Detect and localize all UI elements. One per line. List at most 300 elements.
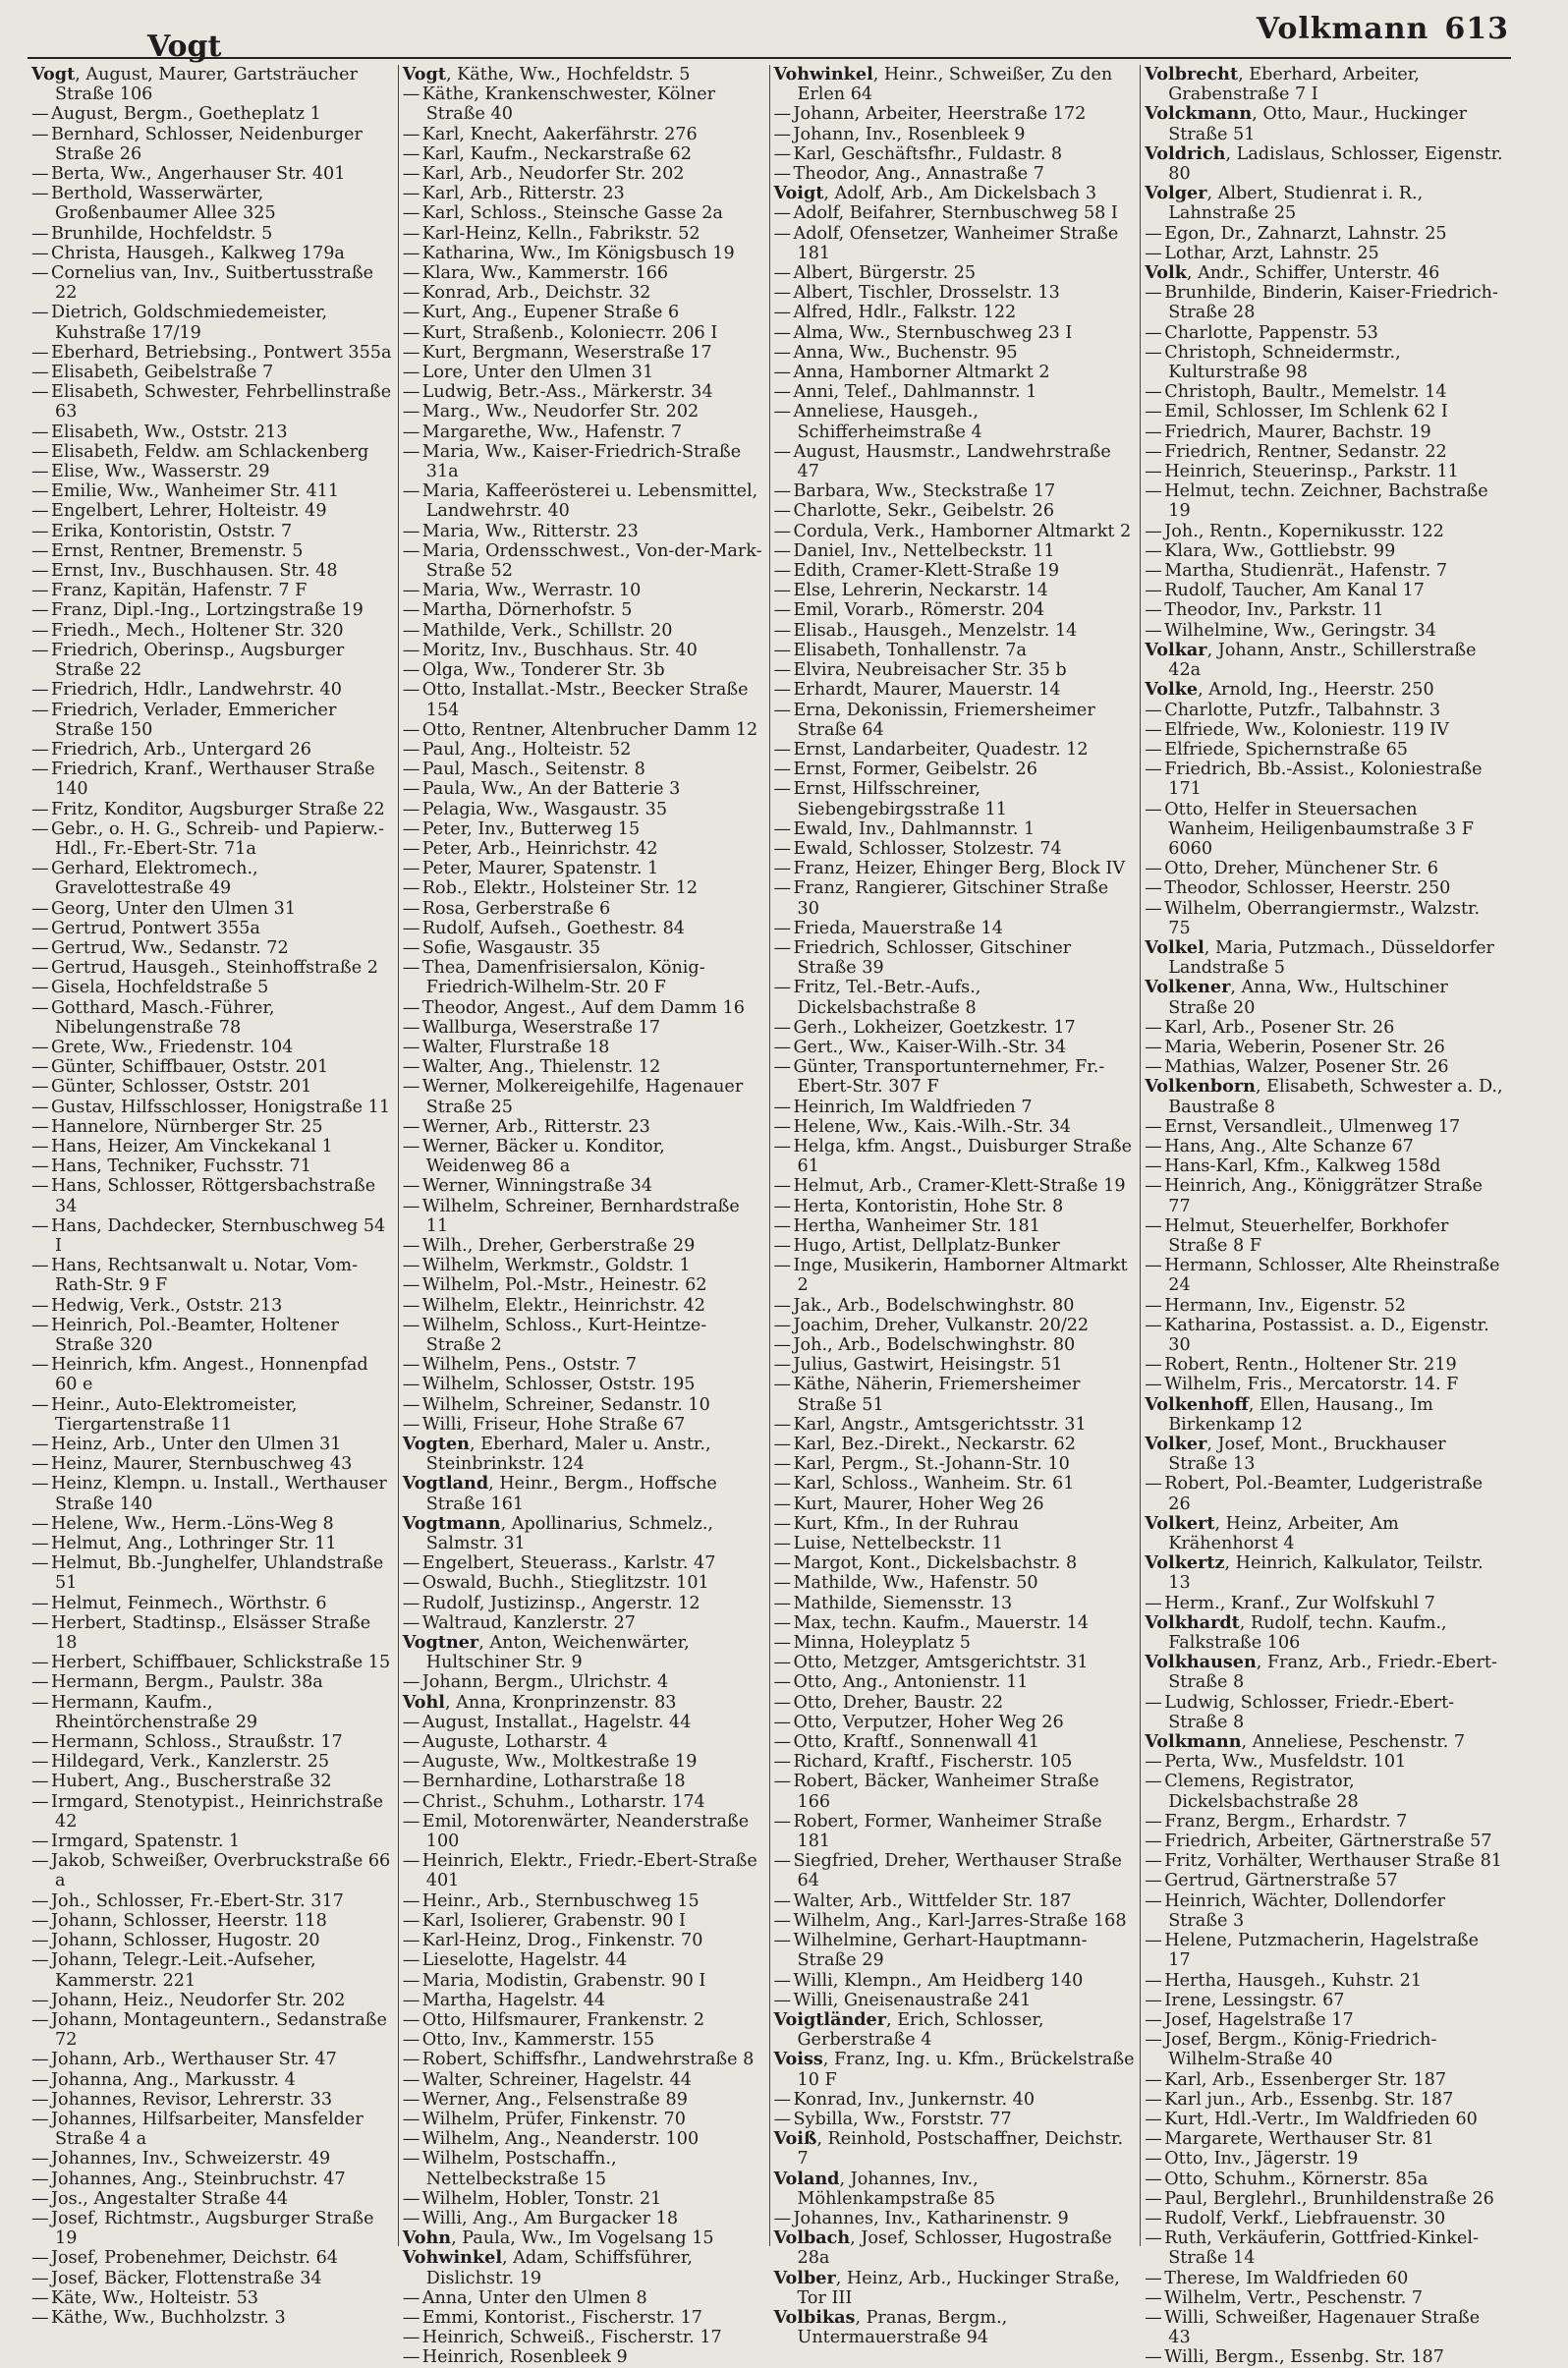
entry-text: Fritz, Vorhälter, Werthauser Straße 81 bbox=[1164, 1851, 1503, 1872]
entry-text: , Johann, Anstr., Schillerstraße 42a bbox=[1168, 640, 1477, 681]
directory-entry bbox=[31, 621, 393, 641]
continuation-dash: — bbox=[402, 2188, 420, 2209]
continuation-dash: — bbox=[773, 838, 792, 859]
entry-text: Werner, Molkereigehilfe, Hagenauer Straße 25 bbox=[421, 1077, 744, 1117]
directory-entry bbox=[31, 363, 393, 382]
surname-heading: Volckmann bbox=[1145, 103, 1253, 125]
continuation-dash: — bbox=[1145, 1851, 1162, 1872]
directory-entry bbox=[403, 1911, 764, 1931]
running-head-right bbox=[1257, 12, 1509, 46]
directory-entry bbox=[403, 1057, 764, 1077]
continuation-dash: — bbox=[773, 1037, 792, 1057]
surname-heading: Voiss bbox=[773, 2049, 823, 2070]
entry-text: Luise, Nettelbeckstr. 11 bbox=[793, 1534, 1004, 1554]
directory-entry bbox=[31, 919, 393, 938]
continuation-dash: — bbox=[31, 1435, 49, 1455]
continuation-dash: — bbox=[1145, 739, 1162, 760]
continuation-dash: — bbox=[402, 1593, 420, 1613]
entry-text: Cordula, Verk., Hamborner Altmarkt 2 bbox=[793, 521, 1132, 541]
directory-entry bbox=[774, 263, 1136, 283]
directory-entry bbox=[403, 144, 764, 164]
continuation-dash: — bbox=[31, 1394, 49, 1415]
entry-text: , Heinz, Arbeiter, Am Krähenhorst 4 bbox=[1168, 1513, 1399, 1554]
continuation-dash: — bbox=[773, 937, 792, 958]
continuation-dash: — bbox=[1145, 462, 1162, 482]
continuation-dash: — bbox=[773, 1553, 792, 1574]
entry-text: August, Installat., Hagelstr. 44 bbox=[421, 1712, 692, 1732]
continuation-dash: — bbox=[31, 958, 49, 979]
entry-text: Hildegard, Verk., Kanzlerstr. 25 bbox=[51, 1752, 330, 1773]
entry-text: Ruth, Verkäuferin, Gottfried-Kinkel-Straße 14 bbox=[1164, 2228, 1479, 2269]
entry-text: Peter, Inv., Butterweg 15 bbox=[421, 818, 641, 839]
entry-text: Otto, Ang., Antonienstr. 11 bbox=[793, 1672, 1029, 1693]
directory-entry bbox=[403, 859, 764, 878]
directory-entry bbox=[774, 2170, 1136, 2209]
directory-entry bbox=[31, 1851, 393, 1890]
entry-text: Pelagia, Ww., Wasgaustr. 35 bbox=[421, 799, 668, 819]
continuation-dash: — bbox=[31, 1832, 49, 1852]
continuation-dash: — bbox=[402, 1176, 420, 1197]
continuation-dash: — bbox=[1145, 540, 1162, 561]
directory-entry bbox=[403, 1752, 764, 1772]
continuation-dash: — bbox=[31, 2188, 49, 2209]
directory-entry bbox=[774, 938, 1136, 978]
entry-text: Hans, Schlosser, Röttgersbachstraße 34 bbox=[51, 1176, 376, 1216]
entry-text: Käte, Ww., Holteistr. 53 bbox=[51, 2287, 258, 2308]
directory-entry bbox=[403, 481, 764, 521]
continuation-dash: — bbox=[31, 1097, 49, 1117]
entry-text: Wilhelm, Elektr., Heinrichstr. 42 bbox=[421, 1295, 705, 1316]
entry-text: Elfriede, Ww., Koloniestr. 119 IV bbox=[1164, 719, 1449, 740]
entry-text: Ludwig, Schlosser, Friedr.-Ebert-Straße 8 bbox=[1164, 1692, 1455, 1732]
entry-text: Sybilla, Ww., Forststr. 77 bbox=[793, 2109, 1012, 2129]
entry-text: Gustav, Hilfsschlosser, Honigstraße 11 bbox=[51, 1097, 391, 1117]
entry-text: Clemens, Registrator, Dickelsbachstraße 28 bbox=[1164, 1772, 1359, 1812]
continuation-dash: — bbox=[1145, 2129, 1162, 2150]
directory-entry bbox=[774, 1653, 1136, 1672]
directory-entry bbox=[1145, 1077, 1506, 1116]
continuation-dash: — bbox=[402, 1811, 420, 1832]
entry-text: Willi, Friseur, Hohe Straße 67 bbox=[421, 1414, 686, 1435]
directory-entry bbox=[1145, 1395, 1506, 1435]
directory-entry bbox=[774, 919, 1136, 938]
entry-text: Josef, Probenehmer, Deichstr. 64 bbox=[51, 2248, 338, 2269]
continuation-dash: — bbox=[1145, 581, 1162, 601]
continuation-dash: — bbox=[402, 1752, 420, 1773]
entry-text: Margarethe, Ww., Hafenstr. 7 bbox=[421, 422, 683, 442]
entry-text: Karl, Arb., Neudorfer Str. 202 bbox=[421, 164, 685, 185]
entry-text: Wilhelm, Pol.-Mstr., Heinestr. 62 bbox=[421, 1275, 707, 1296]
continuation-dash: — bbox=[31, 363, 49, 383]
continuation-dash: — bbox=[402, 1116, 420, 1137]
entry-text: Alfred, Hdlr., Falkstr. 122 bbox=[793, 303, 1017, 323]
directory-entry bbox=[31, 1038, 393, 1057]
entry-text: Franz, Bergm., Erhardstr. 7 bbox=[1164, 1811, 1408, 1832]
entry-text: Martha, Studienrät., Hafenstr. 7 bbox=[1164, 561, 1448, 582]
directory-entry bbox=[1145, 1613, 1506, 1653]
entry-text: Johann, Arb., Werthauser Str. 47 bbox=[51, 2050, 337, 2070]
entry-text: Erika, Kontoristin, Oststr. 7 bbox=[51, 521, 293, 541]
continuation-dash: — bbox=[31, 521, 49, 541]
directory-entry bbox=[31, 1832, 393, 1851]
entry-text: Heinr., Arb., Sternbuschweg 15 bbox=[421, 1890, 700, 1911]
continuation-dash: — bbox=[402, 760, 420, 780]
entry-text: Emil, Schlosser, Im Schlenk 62 I bbox=[1164, 402, 1448, 423]
running-head-left: Vogt bbox=[147, 29, 222, 64]
directory-entry bbox=[774, 1296, 1136, 1316]
continuation-dash: — bbox=[31, 2208, 49, 2228]
entry-text: August, Hausmstr., Landwehrstraße 47 bbox=[793, 441, 1111, 482]
continuation-dash: — bbox=[31, 2248, 49, 2269]
entry-text: Maria, Ordensschwest., Von-der-Mark-Straße 52 bbox=[421, 540, 762, 582]
entry-text: Helene, Ww., Kais.-Wilh.-Str. 34 bbox=[793, 1116, 1071, 1137]
continuation-dash: — bbox=[31, 1653, 49, 1673]
continuation-dash: — bbox=[1145, 1772, 1162, 1792]
continuation-dash: — bbox=[773, 1375, 792, 1395]
entry-text: , Arnold, Ing., Heerstr. 250 bbox=[1198, 680, 1434, 701]
entry-text: Theodor, Angest., Auf dem Damm 16 bbox=[421, 997, 745, 1018]
entry-text: Gerh., Lokheizer, Goetzkestr. 17 bbox=[793, 1017, 1076, 1038]
directory-entry bbox=[403, 919, 764, 938]
entry-text: Helmut, Ang., Lothringer Str. 11 bbox=[51, 1534, 337, 1554]
directory-entry bbox=[403, 839, 764, 859]
continuation-dash: — bbox=[31, 1553, 49, 1574]
entry-text: Otto, Installat.-Mstr., Beecker Straße 154 bbox=[421, 680, 749, 720]
entry-text: Karl, Knecht, Aakerfährstr. 276 bbox=[421, 124, 698, 144]
surname-heading: Vohwinkel bbox=[773, 64, 873, 85]
directory-entry bbox=[31, 2209, 393, 2248]
entry-text: Grete, Ww., Friedenstr. 104 bbox=[51, 1037, 294, 1057]
entry-text: Emilie, Ww., Wanheimer Str. 411 bbox=[51, 481, 340, 502]
continuation-dash: — bbox=[31, 997, 49, 1018]
continuation-dash: — bbox=[402, 124, 420, 144]
continuation-dash: — bbox=[402, 382, 420, 403]
continuation-dash: — bbox=[1145, 243, 1162, 263]
continuation-dash: — bbox=[773, 739, 792, 760]
continuation-dash: — bbox=[402, 1990, 420, 2010]
directory-entry bbox=[31, 501, 393, 521]
continuation-dash: — bbox=[402, 342, 420, 363]
directory-entry bbox=[403, 1931, 764, 1950]
directory-entry bbox=[403, 1594, 764, 1613]
continuation-dash: — bbox=[31, 978, 49, 998]
entry-text: Richard, Kraftf., Fischerstr. 105 bbox=[793, 1752, 1073, 1773]
continuation-dash: — bbox=[1145, 402, 1162, 423]
surname-heading: Voland bbox=[773, 2168, 840, 2189]
entry-text: Wilhelm, Schlosser, Oststr. 195 bbox=[421, 1375, 696, 1395]
entry-text: Karl, Arb., Essenberger Str. 187 bbox=[1164, 2069, 1447, 2090]
directory-entry bbox=[403, 1971, 764, 1991]
surname-heading: Volbikas bbox=[773, 2306, 856, 2328]
entry-text: Josef, Richtmstr., Augsburger Straße 19 bbox=[51, 2208, 374, 2249]
entry-text: Karl, Pergm., St.-Johann-Str. 10 bbox=[793, 1454, 1070, 1475]
directory-entry bbox=[31, 1395, 393, 1435]
entry-text: Heinrich, Rosenbleek 9 bbox=[421, 2347, 628, 2368]
entry-text: Bernhardine, Lotharstraße 18 bbox=[421, 1772, 686, 1792]
continuation-dash: — bbox=[31, 1037, 49, 1057]
continuation-dash: — bbox=[402, 1553, 420, 1574]
continuation-dash: — bbox=[1145, 1990, 1162, 2010]
directory-entry bbox=[403, 184, 764, 203]
continuation-dash: — bbox=[402, 363, 420, 383]
entry-text: Robert, Pol.-Beamter, Ludgeristraße 26 bbox=[1164, 1474, 1484, 1514]
entry-text: Johannes, Ang., Steinbruchstr. 47 bbox=[51, 2169, 346, 2189]
continuation-dash: — bbox=[31, 937, 49, 958]
directory-entry bbox=[403, 720, 764, 740]
continuation-dash: — bbox=[773, 1990, 792, 2010]
directory-entry bbox=[774, 878, 1136, 918]
directory-entry bbox=[774, 1534, 1136, 1553]
directory-entry bbox=[774, 442, 1136, 481]
entry-text: Eberhard, Betriebsing., Pontwert 355a bbox=[51, 342, 392, 363]
continuation-dash: — bbox=[1145, 2109, 1162, 2129]
continuation-dash: — bbox=[773, 521, 792, 541]
entry-text: , Heinr., Schweißer, Zu den Erlen 64 bbox=[797, 65, 1113, 105]
entry-text: Katharina, Postassist. a. D., Eigenstr. 30 bbox=[1164, 1315, 1489, 1355]
surname-heading: Vogten bbox=[402, 1434, 470, 1455]
entry-text: Hans, Dachdecker, Sternbuschweg 54 I bbox=[51, 1215, 386, 1256]
entry-text: , Elisabeth, Schwester a. D., Baustraße 8 bbox=[1168, 1077, 1503, 1117]
directory-entry bbox=[1145, 65, 1506, 104]
surname-heading: Voigtländer bbox=[773, 2008, 887, 2030]
entry-text: Mathias, Walzer, Posener Str. 26 bbox=[1164, 1057, 1449, 1078]
directory-entry bbox=[1145, 1435, 1506, 1474]
directory-entry bbox=[774, 779, 1136, 818]
directory-entry bbox=[1145, 1553, 1506, 1593]
entry-text: Charlotte, Sekr., Geibelstr. 26 bbox=[793, 501, 1055, 522]
entry-text: Helmut, techn. Zeichner, Bachstraße 19 bbox=[1164, 481, 1488, 522]
continuation-dash: — bbox=[31, 441, 49, 462]
directory-entry bbox=[774, 323, 1136, 343]
entry-text: Gebr., o. H. G., Schreib- und Papierw.-Hdl., Fr.-Ebert-Str. 71a bbox=[51, 818, 384, 859]
entry-text: , Josef, Schlosser, Hugostraße 28a bbox=[797, 2228, 1112, 2269]
directory-entry bbox=[31, 561, 393, 581]
continuation-dash: — bbox=[402, 2287, 420, 2308]
continuation-dash: — bbox=[773, 600, 792, 621]
entry-text: , Otto, Maur., Huckinger Straße 51 bbox=[1168, 104, 1468, 144]
directory-entry bbox=[774, 1057, 1136, 1097]
entry-text: Engelbert, Lehrer, Holteistr. 49 bbox=[51, 501, 327, 522]
entry-text: Dietrich, Goldschmiedemeister, Kuhstraße 17/19 bbox=[51, 303, 328, 343]
directory-entry bbox=[403, 1038, 764, 1057]
directory-entry bbox=[31, 65, 393, 104]
entry-text: Werner, Bäcker u. Konditor, Weidenweg 86 a bbox=[421, 1136, 665, 1177]
directory-entry bbox=[31, 938, 393, 958]
directory-entry bbox=[1145, 541, 1506, 561]
entry-text: Wilhelm, Schreiner, Sedanstr. 10 bbox=[421, 1394, 710, 1415]
continuation-dash: — bbox=[773, 1176, 792, 1197]
directory-entry bbox=[774, 641, 1136, 660]
directory-entry bbox=[31, 1216, 393, 1256]
directory-entry bbox=[403, 125, 764, 144]
directory-entry bbox=[31, 244, 393, 263]
continuation-dash: — bbox=[402, 1910, 420, 1931]
entry-text: Ernst, Former, Geibelstr. 26 bbox=[793, 760, 1037, 780]
entry-text: Herta, Kontoristin, Hohe Str. 8 bbox=[793, 1196, 1064, 1216]
directory-entry bbox=[31, 740, 393, 760]
directory-entry bbox=[1145, 1871, 1506, 1890]
continuation-dash: — bbox=[1145, 1295, 1162, 1316]
directory-entry bbox=[403, 1176, 764, 1196]
continuation-dash: — bbox=[31, 1791, 49, 1812]
entry-text: Ludwig, Betr.-Ass., Märkerstr. 34 bbox=[421, 382, 713, 403]
directory-entry bbox=[1145, 1653, 1506, 1692]
directory-entry bbox=[403, 680, 764, 719]
directory-entry bbox=[1145, 1594, 1506, 1613]
directory-entry bbox=[31, 680, 393, 700]
directory-entry bbox=[403, 1991, 764, 2010]
directory-entry bbox=[774, 481, 1136, 501]
entry-text: Friedrich, Verlader, Emmericher Straße 150 bbox=[51, 700, 337, 740]
entry-text: Moritz, Inv., Buschhaus. Str. 40 bbox=[421, 640, 698, 660]
continuation-dash: — bbox=[31, 164, 49, 185]
surname-heading: Volkhardt bbox=[1145, 1611, 1240, 1633]
continuation-dash: — bbox=[773, 1435, 792, 1455]
continuation-dash: — bbox=[31, 1612, 49, 1633]
directory-entry bbox=[1145, 2170, 1506, 2189]
directory-entry bbox=[31, 1296, 393, 1316]
directory-entry bbox=[31, 481, 393, 501]
directory-entry bbox=[774, 125, 1136, 144]
entry-text: Frieda, Mauerstraße 14 bbox=[793, 918, 1003, 938]
entry-text: Werner, Arb., Ritterstr. 23 bbox=[421, 1116, 650, 1137]
entry-text: Hertha, Hausgeh., Kuhstr. 21 bbox=[1164, 1970, 1423, 1991]
entry-text: Berta, Ww., Angerhauser Str. 401 bbox=[51, 164, 346, 185]
entry-text: Rosa, Gerberstraße 6 bbox=[421, 898, 611, 919]
directory-entry bbox=[774, 1851, 1136, 1890]
entry-text: Oswald, Buchh., Stieglitzstr. 101 bbox=[421, 1573, 709, 1594]
entry-text: Lieselotte, Hagelstr. 44 bbox=[421, 1950, 628, 1971]
entry-text: Hugo, Artist, Dellplatz-Bunker bbox=[793, 1235, 1060, 1256]
continuation-dash: — bbox=[31, 1355, 49, 1376]
continuation-dash: — bbox=[1145, 382, 1162, 403]
entry-text: Engelbert, Steuerass., Karlstr. 47 bbox=[421, 1553, 716, 1574]
entry-text: Julius, Gastwirt, Heisingstr. 51 bbox=[793, 1355, 1063, 1376]
directory-entry bbox=[1145, 561, 1506, 581]
directory-entry bbox=[31, 1931, 393, 1950]
directory-entry bbox=[774, 1633, 1136, 1653]
entry-text: Hermann, Inv., Eigenstr. 52 bbox=[1164, 1295, 1406, 1316]
entry-text: Karl-Heinz, Drog., Finkenstr. 70 bbox=[421, 1931, 703, 1951]
entry-text: Bernhard, Schlosser, Neidenburger Straße 26 bbox=[51, 124, 363, 164]
continuation-dash: — bbox=[773, 1612, 792, 1633]
directory-entry bbox=[774, 2209, 1136, 2228]
directory-entry bbox=[774, 859, 1136, 878]
surname-heading: Vogtland bbox=[402, 1473, 489, 1494]
continuation-dash: — bbox=[31, 2009, 49, 2030]
entry-text: Elisabeth, Tonhallenstr. 7a bbox=[793, 640, 1027, 660]
continuation-dash: — bbox=[773, 1672, 792, 1693]
directory-entry bbox=[774, 1693, 1136, 1713]
continuation-dash: — bbox=[31, 2169, 49, 2189]
directory-entry bbox=[1145, 720, 1506, 740]
entry-text: Georg, Unter den Ulmen 31 bbox=[51, 898, 297, 919]
directory-entry bbox=[1145, 581, 1506, 600]
directory-entry bbox=[774, 1971, 1136, 1991]
directory-entry bbox=[403, 1137, 764, 1176]
continuation-dash: — bbox=[402, 1931, 420, 1951]
continuation-dash: — bbox=[773, 1772, 792, 1792]
directory-entry bbox=[774, 819, 1136, 839]
continuation-dash: — bbox=[31, 739, 49, 760]
entry-text: Kurt, Kfm., In der Ruhrau bbox=[793, 1513, 1020, 1534]
continuation-dash: — bbox=[31, 1057, 49, 1078]
continuation-dash: — bbox=[402, 1772, 420, 1792]
surname-heading: Volkenhoff bbox=[1145, 1393, 1249, 1415]
directory-entry bbox=[1145, 1732, 1506, 1752]
directory-entry bbox=[403, 2090, 764, 2110]
directory-entry bbox=[774, 1098, 1136, 1117]
directory-entry bbox=[774, 1415, 1136, 1435]
directory-entry bbox=[774, 581, 1136, 600]
continuation-dash: — bbox=[31, 1176, 49, 1197]
continuation-dash: — bbox=[31, 760, 49, 780]
entry-text: Robert, Bäcker, Wanheimer Straße 166 bbox=[793, 1772, 1099, 1812]
directory-entry bbox=[774, 1355, 1136, 1375]
entry-text: Walter, Ang., Thielenstr. 12 bbox=[421, 1057, 661, 1078]
directory-entry bbox=[774, 2269, 1136, 2308]
entry-text: Johann, Arbeiter, Heerstraße 172 bbox=[793, 104, 1087, 125]
directory-entry bbox=[1145, 184, 1506, 223]
directory-entry bbox=[774, 501, 1136, 521]
directory-entry bbox=[403, 2328, 764, 2347]
continuation-dash: — bbox=[31, 2050, 49, 2070]
continuation-dash: — bbox=[1145, 1017, 1162, 1038]
continuation-dash: — bbox=[773, 859, 792, 879]
directory-entry bbox=[774, 343, 1136, 363]
entry-text: Helene, Putzmacherin, Hagelstraße 17 bbox=[1164, 1931, 1480, 1971]
continuation-dash: — bbox=[402, 322, 420, 343]
entry-text: Wilhelm, Postschaffn., Nettelbeckstraße 15 bbox=[421, 2149, 617, 2189]
directory-entry bbox=[403, 1573, 764, 1593]
surname-heading: Volger bbox=[1145, 183, 1207, 204]
continuation-dash: — bbox=[31, 561, 49, 582]
continuation-dash: — bbox=[1145, 322, 1162, 343]
continuation-dash: — bbox=[31, 2089, 49, 2110]
directory-entry bbox=[774, 978, 1136, 1017]
directory-entry bbox=[403, 1732, 764, 1752]
directory-entry bbox=[31, 899, 393, 919]
directory-entry bbox=[774, 363, 1136, 382]
directory-entry bbox=[1145, 1316, 1506, 1355]
continuation-dash: — bbox=[402, 640, 420, 660]
continuation-dash: — bbox=[31, 540, 49, 561]
continuation-dash: — bbox=[1145, 441, 1162, 462]
continuation-dash: — bbox=[31, 2109, 49, 2129]
entry-text: , Eberhard, Maler u. Anstr., Steinbrinkstr. 124 bbox=[425, 1435, 711, 1475]
continuation-dash: — bbox=[773, 1335, 792, 1355]
directory-entry bbox=[1145, 2110, 1506, 2129]
directory-entry bbox=[31, 522, 393, 541]
entry-text: , Adam, Schiffsführer, Dislichstr. 19 bbox=[425, 2248, 693, 2288]
entry-text: Käthe, Ww., Buchholzstr. 3 bbox=[51, 2307, 286, 2328]
continuation-dash: — bbox=[773, 1633, 792, 1654]
entry-text: Herbert, Schiffbauer, Schlickstraße 15 bbox=[51, 1653, 391, 1673]
entry-text: Konrad, Arb., Deichstr. 32 bbox=[421, 283, 651, 304]
directory-entry bbox=[403, 740, 764, 760]
entry-text: , Josef, Mont., Bruckhauser Straße 13 bbox=[1168, 1435, 1446, 1475]
entry-text: Konrad, Inv., Junkernstr. 40 bbox=[793, 2089, 1036, 2110]
surname-heading: Vohwinkel bbox=[402, 2247, 502, 2269]
continuation-dash: — bbox=[402, 2328, 420, 2348]
entry-text: Wilhelm, Schloss., Kurt-Heintze-Straße 2 bbox=[421, 1315, 707, 1355]
entry-text: Gertrud, Hausgeh., Steinhoffstraße 2 bbox=[51, 958, 378, 979]
entry-text: Heinrich, Steuerinsp., Parkstr. 11 bbox=[1164, 462, 1459, 482]
directory-entry bbox=[774, 1514, 1136, 1534]
directory-entry bbox=[774, 1256, 1136, 1295]
continuation-dash: — bbox=[402, 878, 420, 899]
entry-text: Otto, Schuhm., Körnerstr. 85a bbox=[1164, 2169, 1428, 2189]
